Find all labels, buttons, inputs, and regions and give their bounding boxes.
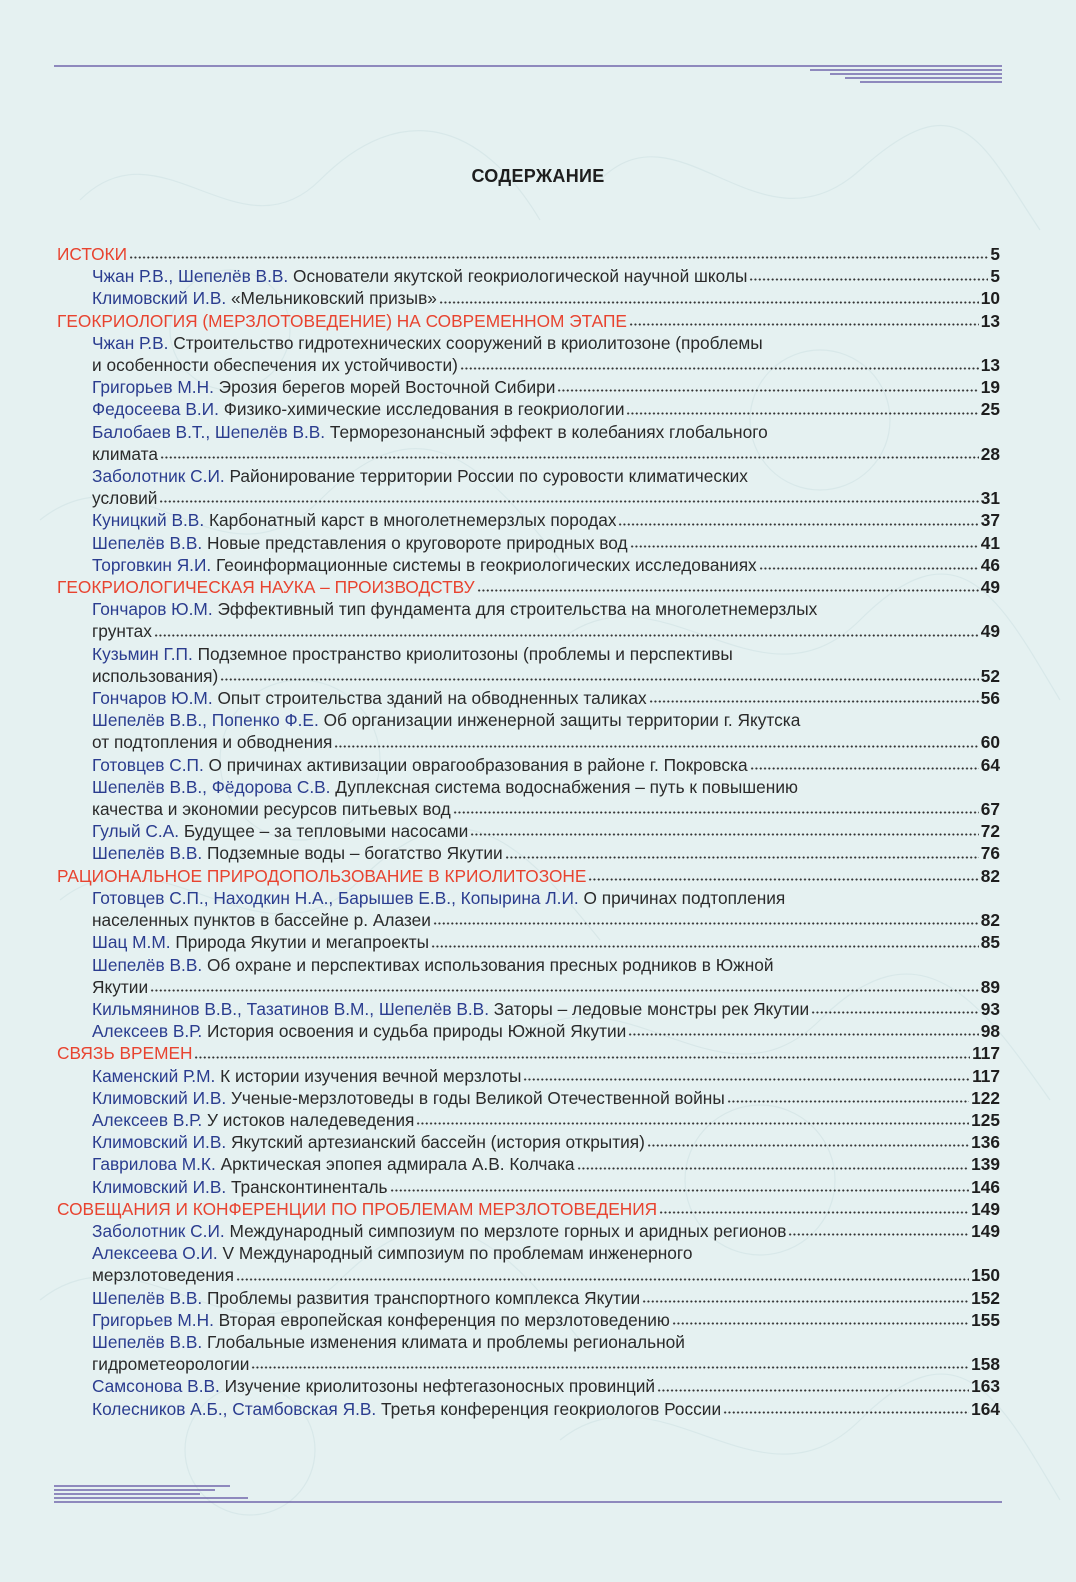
entry-authors: Готовцев С.П. — [92, 754, 204, 775]
entry-authors: Самсонова В.В. — [92, 1376, 220, 1397]
entry-text — [92, 665, 218, 687]
entry-authors: Шепелёв В.В. — [92, 954, 203, 975]
dot-leader — [749, 277, 988, 282]
entry-authors: Балобаев В.Т., Шепелёв В.В. — [92, 421, 326, 442]
entry-text — [92, 798, 451, 820]
page-number: 52 — [980, 665, 1000, 686]
entry-title: Международный симпозиум по мерзлоте горных и аридных регионов — [224, 1220, 787, 1241]
entry-authors: Готовцев С.П., Находкин Н.А., Барышев Е.В., Копырина Л.И. — [92, 887, 579, 908]
section-heading: ИСТОКИ — [57, 244, 128, 264]
section-heading-row[interactable] — [57, 310, 1000, 332]
entry-authors: Григорьев М.Н. — [92, 1309, 214, 1330]
entry-text — [92, 1264, 234, 1286]
page-number: 28 — [980, 443, 1000, 464]
entry-title: использования) — [92, 665, 219, 686]
entry-title: Изучение криолитозоны нефтегазоносных провинций — [219, 1376, 656, 1397]
entry-text — [92, 1353, 249, 1375]
entry-title: Об охране и перспективах использования пресных родников в Южной — [202, 954, 774, 975]
entry-authors: Шепелёв В.В. — [92, 843, 203, 864]
page-number: 49 — [980, 621, 1000, 642]
entry-authors: Шепелёв В.В. — [92, 1287, 203, 1308]
dot-leader — [588, 877, 978, 882]
entry-authors: Гулый С.А. — [92, 821, 180, 842]
page-number: 98 — [980, 1021, 1000, 1042]
entry-title: качества и экономии ресурсов питьевых вод — [92, 799, 451, 820]
entry-title: Эрозия берегов морей Восточной Сибири — [213, 377, 556, 398]
dot-leader — [460, 366, 979, 371]
entry-title: населенных пунктов в бассейне р. Алазеи — [92, 910, 431, 931]
section-heading-row[interactable] — [57, 1198, 1000, 1220]
page-number: 19 — [980, 377, 1000, 398]
page-number: 60 — [980, 732, 1000, 753]
entry-authors: Климовский И.В. — [92, 1087, 227, 1108]
entry-title: Глобальные изменения климата и проблемы региональной — [202, 1331, 685, 1352]
page-number: 149 — [971, 1220, 1000, 1241]
entry-authors: Торговкин Я.И. — [92, 554, 212, 575]
dot-leader — [672, 1321, 969, 1326]
section-heading-row[interactable] — [57, 1042, 1000, 1064]
entry-title: Терморезонансный эффект в колебаниях глобального — [325, 421, 768, 442]
dot-leader — [642, 1299, 969, 1304]
toc-entry-line[interactable] — [57, 1398, 1000, 1420]
dot-leader — [416, 1121, 969, 1126]
entry-title: V Международный симпозиум по проблемам инженерного — [217, 1243, 693, 1264]
entry-title: О причинах подтопления — [578, 887, 786, 908]
page-number: 5 — [990, 266, 1000, 287]
entry-authors: Алексеева О.И. — [92, 1243, 218, 1264]
page-title: СОДЕРЖАНИЕ — [471, 166, 605, 186]
entry-text — [92, 509, 616, 531]
entry-title: О причинах активизации оврагообразования в районе г. Покровска — [203, 754, 748, 775]
page-number: 82 — [980, 910, 1000, 931]
toc-entry-line[interactable] — [57, 820, 1000, 842]
entry-text — [92, 265, 747, 287]
entry-authors: Гончаров Ю.М. — [92, 688, 213, 709]
dot-leader — [433, 921, 979, 926]
toc-entry-line[interactable] — [57, 1153, 1000, 1175]
toc-entry-line[interactable] — [57, 1331, 1000, 1353]
entry-authors: Алексеев В.Р. — [92, 1109, 203, 1130]
page-number: 85 — [980, 932, 1000, 953]
page-number: 31 — [980, 488, 1000, 509]
toc-entry-line[interactable] — [57, 443, 1000, 465]
toc-entry-line[interactable] — [57, 265, 1000, 287]
entry-title: Геоинформационные системы в геокриологических исследованиях — [211, 554, 757, 575]
entry-title: Якутии — [92, 976, 149, 997]
page-number: 37 — [980, 510, 1000, 531]
page-number: 89 — [980, 976, 1000, 997]
toc-entry-line[interactable] — [57, 1264, 1000, 1286]
page-number: 117 — [972, 1043, 1000, 1064]
entry-authors: Гаврилова М.К. — [92, 1154, 216, 1175]
entry-title: грунтах — [92, 621, 152, 642]
dot-leader — [723, 1410, 969, 1415]
entry-title: Будущее – за тепловыми насосами — [179, 821, 469, 842]
page-number: 46 — [980, 554, 1000, 575]
toc-entry-line[interactable] — [57, 1220, 1000, 1242]
entry-text — [92, 687, 647, 709]
toc-entry-line[interactable] — [57, 665, 1000, 687]
entry-title: Ученые-мерзлотоведы в годы Великой Отечественной войны — [226, 1087, 725, 1108]
dot-leader — [649, 699, 979, 704]
toc-entry-line[interactable] — [57, 776, 1000, 798]
dot-leader — [220, 677, 979, 682]
page-number: 117 — [972, 1065, 1000, 1086]
page-number: 5 — [990, 244, 1000, 264]
entry-text — [92, 376, 555, 398]
entry-text — [92, 1176, 388, 1198]
page-number: 10 — [980, 288, 1000, 309]
page-number: 25 — [980, 399, 1000, 420]
page-number: 155 — [971, 1309, 1000, 1330]
page-number: 152 — [971, 1287, 1000, 1308]
page-number: 13 — [980, 310, 1000, 331]
dot-leader — [759, 566, 979, 571]
entry-title: Якутский артезианский бассейн (история открытия) — [226, 1132, 645, 1153]
toc-entry-line[interactable] — [57, 532, 1000, 554]
dot-leader — [159, 499, 978, 504]
entry-text — [92, 443, 158, 465]
dot-leader — [750, 766, 979, 771]
entry-authors: Шепелёв В.В., Попенко Ф.Е. — [92, 710, 319, 731]
entry-text — [92, 1020, 626, 1042]
entry-title: Карбонатный карст в многолетнемерзлых породах — [204, 510, 617, 531]
section-heading: РАЦИОНАЛЬНОЕ ПРИРОДОПОЛЬЗОВАНИЕ В КРИОЛИТОЗОНЕ — [57, 865, 587, 886]
page-number: 67 — [980, 799, 1000, 820]
page-number: 72 — [980, 821, 1000, 842]
entry-text — [92, 1375, 655, 1397]
toc-entry-line[interactable] — [57, 887, 1000, 909]
toc-entry-line[interactable] — [57, 1353, 1000, 1375]
page-number: 49 — [980, 577, 1000, 598]
section-heading-row[interactable] — [57, 865, 1000, 887]
entry-title: от подтопления и обводнения — [92, 732, 333, 753]
section-heading: СВЯЗЬ ВРЕМЕН — [57, 1043, 193, 1064]
section-heading: СОВЕЩАНИЯ И КОНФЕРЕНЦИИ ПО ПРОБЛЕМАМ МЕРЗЛОТОВЕДЕНИЯ — [57, 1198, 658, 1219]
entry-text — [92, 842, 503, 864]
toc-entry-line[interactable] — [57, 1065, 1000, 1087]
table-of-contents — [57, 243, 1000, 1420]
toc-entry-line[interactable] — [57, 1020, 1000, 1042]
dot-leader — [390, 1188, 970, 1193]
entry-authors: Каменский Р.М. — [92, 1065, 216, 1086]
entry-title: Дуплексная система водоснабжения – путь к повышению — [330, 776, 798, 797]
entry-title: Подземное пространство криолитозоны (проблемы и перспективы — [192, 643, 733, 664]
toc-entry-line[interactable] — [57, 998, 1000, 1020]
dot-leader — [129, 255, 988, 260]
entry-title: У истоков наледеведения — [202, 1109, 415, 1130]
entry-text — [92, 1220, 786, 1242]
entry-text — [92, 931, 429, 953]
toc-entry-line[interactable] — [57, 1176, 1000, 1198]
dot-leader — [657, 1388, 969, 1393]
entry-title: Природа Якутии и мегапроекты — [170, 932, 430, 953]
entry-authors: Чжан Р.В., Шепелёв В.В. — [92, 266, 289, 287]
entry-title: Районирование территории России по суровости климатических — [224, 466, 748, 487]
dot-leader — [618, 522, 978, 527]
entry-title: гидрометеорологии — [92, 1354, 250, 1375]
dot-leader — [236, 1277, 969, 1282]
page-number: 139 — [971, 1154, 1000, 1175]
page-number: 150 — [971, 1265, 1000, 1286]
page-number: 158 — [971, 1354, 1000, 1375]
entry-authors: Кузьмин Г.П. — [92, 643, 193, 664]
toc-entry-line[interactable] — [57, 798, 1000, 820]
dot-leader — [431, 944, 979, 949]
toc-entry-line[interactable] — [57, 287, 1000, 309]
section-heading: ГЕОКРИОЛОГИЧЕСКАЯ НАУКА – ПРОИЗВОДСТВУ — [57, 577, 475, 598]
entry-title: Проблемы развития транспортного комплекса Якутии — [202, 1287, 641, 1308]
dot-leader — [150, 988, 979, 993]
entry-text — [92, 1065, 521, 1087]
entry-text — [92, 1287, 640, 1309]
toc-entry-line[interactable] — [57, 1375, 1000, 1397]
entry-text — [92, 1398, 721, 1420]
entry-text — [92, 998, 809, 1020]
toc-entry-line[interactable] — [57, 709, 1000, 731]
entry-text — [92, 909, 431, 931]
entry-text — [92, 976, 148, 998]
dot-leader — [505, 855, 979, 860]
dot-leader — [811, 1010, 979, 1015]
toc-entry-line[interactable] — [57, 687, 1000, 709]
entry-text — [92, 354, 458, 376]
entry-title: «Мельниковский призыв» — [226, 288, 437, 309]
entry-title: Новые представления о круговороте природных вод — [202, 532, 628, 553]
dot-leader — [453, 810, 979, 815]
entry-title: условий — [92, 488, 158, 509]
entry-title: Основатели якутской геокриологической научной школы — [288, 266, 748, 287]
section-heading-row[interactable] — [57, 243, 1000, 265]
dot-leader — [659, 1210, 969, 1215]
page-number: 13 — [980, 355, 1000, 376]
toc-entry-line[interactable] — [57, 643, 1000, 665]
toc-entry-line[interactable] — [57, 954, 1000, 976]
entry-text — [92, 1087, 725, 1109]
toc-entry-line[interactable] — [57, 598, 1000, 620]
dot-leader — [557, 388, 978, 393]
entry-text — [92, 731, 332, 753]
entry-title: климата — [92, 443, 158, 464]
entry-title: Строительство гидротехнических сооружений в криолитозоне (проблемы — [168, 332, 763, 353]
toc-entry-line[interactable] — [57, 376, 1000, 398]
page-number: 136 — [971, 1132, 1000, 1153]
toc-entry-line[interactable] — [57, 754, 1000, 776]
page-number: 76 — [980, 843, 1000, 864]
entry-authors: Климовский И.В. — [92, 288, 227, 309]
toc-entry-line[interactable] — [57, 620, 1000, 642]
page-number: 125 — [971, 1109, 1000, 1130]
entry-authors: Федосеева В.И. — [92, 399, 219, 420]
entry-title: Третья конференция геокриологов России — [376, 1398, 722, 1419]
entry-text — [92, 532, 628, 554]
entry-title: Об организации инженерной защиты территории г. Якутска — [318, 710, 801, 731]
entry-text — [92, 287, 437, 309]
entry-authors: Григорьев М.Н. — [92, 377, 214, 398]
toc-entry-line[interactable] — [57, 354, 1000, 376]
toc-entry-line[interactable] — [57, 509, 1000, 531]
page-number: 163 — [971, 1376, 1000, 1397]
entry-title: Заторы – ледовые монстры рек Якутии — [489, 998, 810, 1019]
toc-entry-line[interactable] — [57, 842, 1000, 864]
entry-text — [92, 398, 624, 420]
entry-text — [92, 554, 757, 576]
page-number: 82 — [980, 865, 1000, 886]
toc-entry-line[interactable] — [57, 487, 1000, 509]
entry-text — [92, 1131, 645, 1153]
toc-entry-line[interactable] — [57, 1109, 1000, 1131]
entry-authors: Гончаров Ю.М. — [92, 599, 213, 620]
dot-leader — [194, 1055, 970, 1060]
page-number: 122 — [971, 1087, 1000, 1108]
entry-title: История освоения и судьба природы Южной Якутии — [202, 1021, 627, 1042]
dot-leader — [630, 544, 979, 549]
entry-authors: Чжан Р.В. — [92, 332, 169, 353]
entry-authors: Заболотник С.И. — [92, 466, 225, 487]
dot-leader — [251, 1365, 969, 1370]
dot-leader — [727, 1099, 969, 1104]
page-number: 164 — [971, 1398, 1000, 1419]
page-number: 41 — [980, 532, 1000, 553]
entry-title: мерзлотоведения — [92, 1265, 234, 1286]
toc-entry-line[interactable] — [57, 931, 1000, 953]
entry-authors: Климовский И.В. — [92, 1176, 227, 1197]
dot-leader — [626, 411, 978, 416]
dot-leader — [154, 633, 979, 638]
dot-leader — [577, 1166, 970, 1171]
dot-leader — [160, 455, 979, 460]
toc-entry-line[interactable] — [57, 731, 1000, 753]
entry-title: Арктическая эпопея адмирала А.В. Колчака — [215, 1154, 575, 1175]
page-number: 146 — [971, 1176, 1000, 1197]
entry-authors: Шепелёв В.В. — [92, 1331, 203, 1352]
section-heading-row[interactable] — [57, 576, 1000, 598]
entry-authors: Шац М.М. — [92, 932, 171, 953]
entry-text — [92, 754, 748, 776]
toc-entry-line[interactable] — [57, 1287, 1000, 1309]
dot-leader — [628, 1032, 978, 1037]
entry-text — [92, 1153, 575, 1175]
page-number: 56 — [980, 688, 1000, 709]
entry-authors: Шепелёв В.В. — [92, 532, 203, 553]
entry-authors: Колесников А.Б., Стамбовская Я.В. — [92, 1398, 377, 1419]
entry-title: Опыт строительства зданий на обводненных таликах — [212, 688, 647, 709]
dot-leader — [629, 322, 979, 327]
toc-entry-line[interactable] — [57, 1087, 1000, 1109]
page-number: 93 — [980, 998, 1000, 1019]
page-number: 149 — [971, 1198, 1000, 1219]
dot-leader — [470, 832, 978, 837]
entry-text — [92, 820, 468, 842]
dot-leader — [477, 588, 979, 593]
dot-leader — [788, 1232, 969, 1237]
entry-title: Вторая европейская конференция по мерзлотоведению — [213, 1309, 670, 1330]
entry-title: Трансконтиненталь — [226, 1176, 388, 1197]
toc-entry-line[interactable] — [57, 554, 1000, 576]
toc-entry-line[interactable] — [57, 1131, 1000, 1153]
toc-entry-line[interactable] — [57, 909, 1000, 931]
toc-entry-line[interactable] — [57, 1242, 1000, 1264]
entry-text — [92, 620, 152, 642]
entry-title: К истории изучения вечной мерзлоты — [215, 1065, 522, 1086]
entry-authors: Куницкий В.В. — [92, 510, 205, 531]
entry-authors: Кильмянинов В.В., Тазатинов В.М., Шепелёв В.В. — [92, 998, 489, 1019]
section-heading: ГЕОКРИОЛОГИЯ (МЕРЗЛОТОВЕДЕНИЕ) НА СОВРЕМЕННОМ ЭТАПЕ — [57, 310, 627, 331]
toc-entry-line[interactable] — [57, 465, 1000, 487]
entry-title: Подземные воды – богатство Якутии — [202, 843, 503, 864]
entry-authors: Шепелёв В.В., Фёдорова С.В. — [92, 776, 331, 797]
toc-entry-line[interactable] — [57, 332, 1000, 354]
entry-authors: Заболотник С.И. — [92, 1220, 225, 1241]
dot-leader — [439, 300, 979, 305]
entry-authors: Климовский И.В. — [92, 1132, 227, 1153]
entry-text — [92, 487, 157, 509]
entry-title: Физико-химические исследования в геокриологии — [218, 399, 625, 420]
entry-text — [92, 1309, 670, 1331]
toc-entry-line[interactable] — [57, 421, 1000, 443]
dot-leader — [334, 744, 978, 749]
dot-leader — [523, 1077, 970, 1082]
entry-title: и особенности обеспечения их устойчивости) — [92, 355, 458, 376]
toc-entry-line[interactable] — [57, 398, 1000, 420]
dot-leader — [647, 1143, 969, 1148]
toc-entry-line[interactable] — [57, 1309, 1000, 1331]
page-number: 64 — [980, 754, 1000, 775]
entry-authors: Алексеев В.Р. — [92, 1021, 203, 1042]
toc-entry-line[interactable] — [57, 976, 1000, 998]
entry-title: Эффективный тип фундамента для строительства на многолетнемерзлых — [212, 599, 818, 620]
entry-text — [92, 1109, 414, 1131]
